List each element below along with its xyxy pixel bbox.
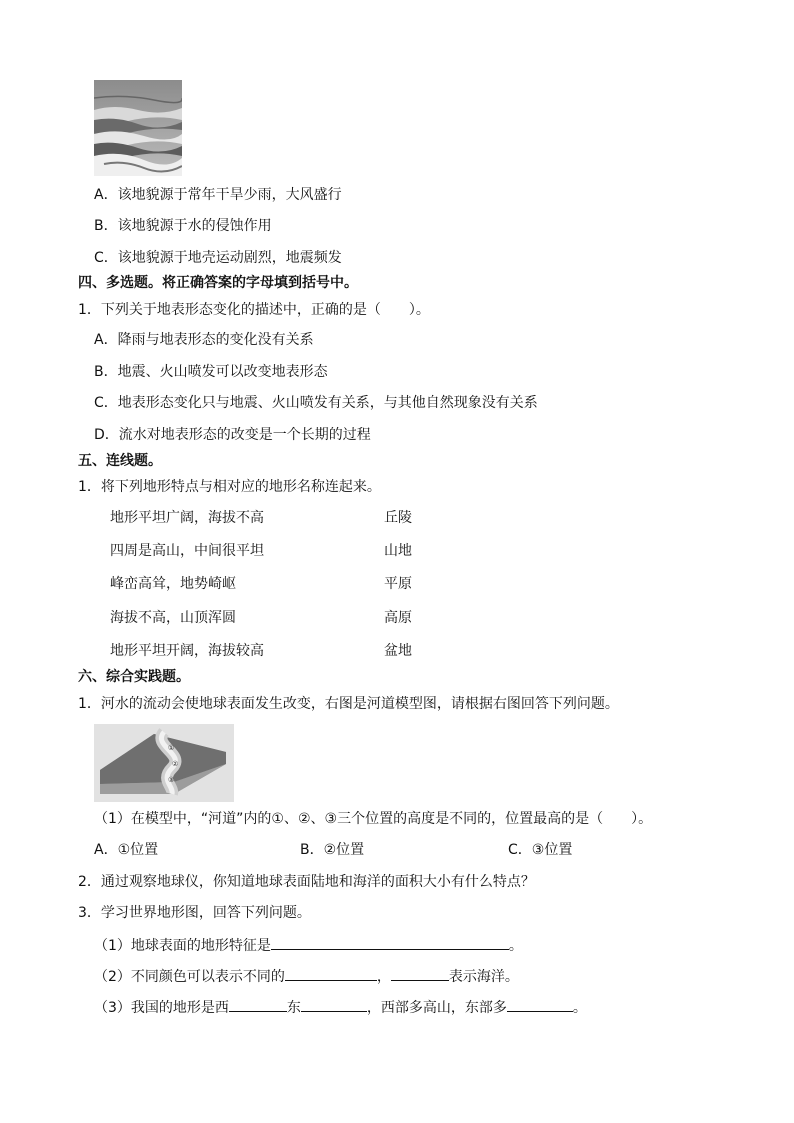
- landform-feature: 海拔不高，山顶浑圆: [110, 610, 236, 626]
- landform-name: 平原: [384, 576, 412, 592]
- position-label: ③: [168, 776, 175, 784]
- answer-blank[interactable]: [301, 997, 367, 1012]
- option-c: C．地表形态变化只与地震、火山喷发有关系，与其他自然现象没有关系: [94, 395, 538, 411]
- section-6-question-3: 3．学习世界地形图，回答下列问题。: [78, 905, 311, 921]
- sub-question-2: （2）不同颜色可以表示不同的 ， 表示海洋。: [94, 966, 519, 986]
- landform-feature: 四周是高山，中间很平坦: [110, 543, 264, 559]
- answer-blank[interactable]: [285, 966, 377, 981]
- section-6-question-2: 2．通过观察地球仪，你知道地球表面陆地和海洋的面积大小有什么特点？: [78, 874, 535, 890]
- sub-question-3: （3）我国的地形是西 东 ，西部多高山，东部多 。: [94, 997, 587, 1017]
- landform-name: 山地: [384, 543, 412, 559]
- desert-landform-photo: [94, 80, 182, 176]
- river-channel-model-figure: [94, 724, 234, 802]
- section-4-question-1: 1．下列关于地表形态变化的描述中，正确的是（ ）。: [78, 302, 430, 318]
- landform-name: 盆地: [384, 643, 412, 659]
- sub-question-1: （1）地球表面的地形特征是 。: [94, 935, 523, 955]
- answer-blank[interactable]: [229, 997, 287, 1012]
- option-b: B．②位置: [300, 842, 365, 858]
- landform-name: 丘陵: [384, 510, 412, 526]
- section-6-question-1: 1．河水的流动会使地球表面发生改变，右图是河道模型图，请根据右图回答下列问题。: [78, 696, 619, 712]
- answer-blank[interactable]: [507, 997, 573, 1012]
- option-d: D．流水对地表形态的改变是一个长期的过程: [94, 427, 371, 443]
- answer-blank[interactable]: [271, 935, 509, 950]
- section-5-title: 五、连线题。: [78, 453, 162, 469]
- landform-feature: 地形平坦广阔，海拔不高: [110, 510, 264, 526]
- option-c: C．该地貌源于地壳运动剧烈，地震频发: [94, 250, 342, 266]
- position-label: ②: [172, 760, 179, 768]
- landform-name: 高原: [384, 610, 412, 626]
- landform-feature: 地形平坦开阔，海拔较高: [110, 643, 264, 659]
- section-4-title: 四、多选题。将正确答案的字母填到括号中。: [78, 275, 358, 291]
- option-a: A．①位置: [94, 842, 159, 858]
- option-a: A．该地貌源于常年干旱少雨，大风盛行: [94, 187, 342, 203]
- landform-feature: 峰峦高耸，地势崎岖: [110, 576, 236, 592]
- sub-question-1: （1）在模型中，“河道”内的①、②、③三个位置的高度是不同的，位置最高的是（ ）。: [94, 811, 653, 827]
- option-b: B．该地貌源于水的侵蚀作用: [94, 218, 272, 234]
- option-c: C．③位置: [508, 842, 573, 858]
- answer-blank[interactable]: [391, 966, 449, 981]
- position-label: ①: [168, 744, 175, 752]
- section-6-title: 六、综合实践题。: [78, 669, 190, 685]
- option-a: A．降雨与地表形态的变化没有关系: [94, 332, 314, 348]
- section-5-question-1: 1．将下列地形特点与相对应的地形名称连起来。: [78, 479, 381, 495]
- option-b: B．地震、火山喷发可以改变地表形态: [94, 364, 328, 380]
